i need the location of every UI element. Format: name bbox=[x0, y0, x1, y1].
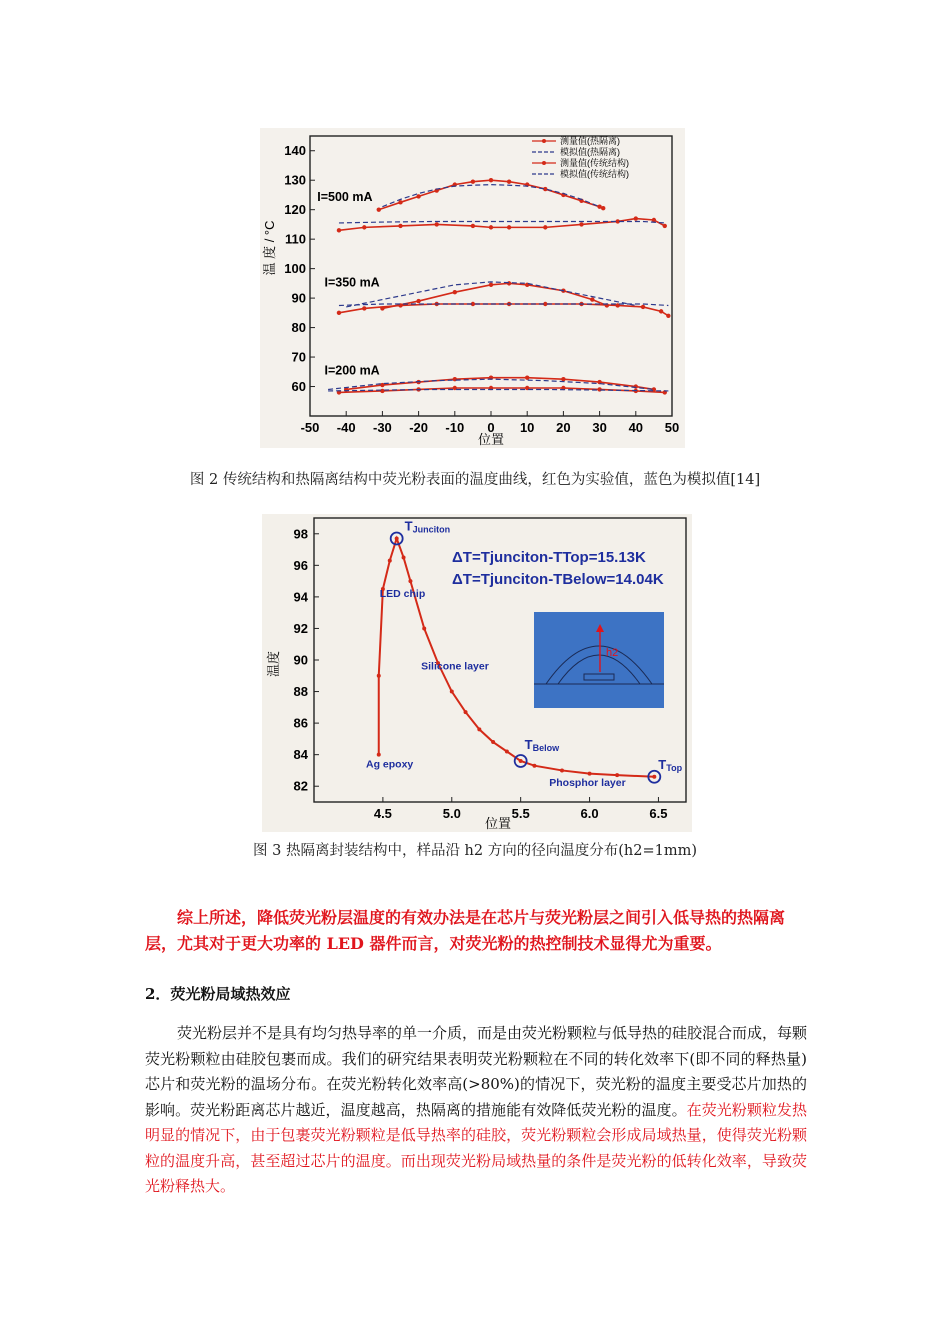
data-point bbox=[652, 775, 656, 779]
data-point bbox=[507, 179, 511, 183]
legend-marker bbox=[542, 139, 546, 143]
data-point bbox=[666, 314, 670, 318]
data-point bbox=[471, 224, 475, 228]
x-tick-label: 20 bbox=[556, 420, 571, 435]
y-tick-label: 84 bbox=[293, 747, 308, 763]
data-point bbox=[597, 387, 601, 391]
x-tick-label: 10 bbox=[519, 420, 535, 435]
x-tick-label: 6.5 bbox=[649, 806, 668, 821]
y-tick-label: 82 bbox=[293, 778, 308, 794]
region-label: Ag epoxy bbox=[366, 758, 414, 771]
y-tick-label: 100 bbox=[284, 261, 306, 277]
y-tick-label: 98 bbox=[293, 526, 308, 542]
body-paragraph bbox=[145, 1021, 807, 1200]
y-tick-label: 140 bbox=[284, 143, 306, 159]
data-point bbox=[590, 297, 594, 301]
x-tick-label: 50 bbox=[664, 420, 680, 435]
data-point bbox=[362, 306, 366, 310]
y-tick-label: 70 bbox=[291, 349, 306, 365]
data-point bbox=[450, 690, 454, 694]
y-tick-label: 96 bbox=[293, 557, 308, 573]
data-point bbox=[505, 750, 509, 754]
current-annotation: I=200 mA bbox=[324, 363, 380, 378]
x-tick-label: 5.0 bbox=[442, 806, 461, 821]
data-point bbox=[507, 281, 511, 285]
summary-paragraph: 综上所述，降低荧光粉层温度的有效办法是在芯片与荧光粉层之间引入低导热的热隔离层，尤其对于更大功率的 LED 器件而言，对荧光粉的热控制技术显得尤为重要。 bbox=[145, 908, 786, 953]
data-point bbox=[477, 727, 481, 731]
data-point bbox=[435, 222, 439, 226]
legend-label: 测量值(热隔离) bbox=[560, 136, 620, 146]
x-tick-label: 0 bbox=[487, 420, 495, 435]
x-tick-label: 40 bbox=[628, 420, 644, 435]
data-point bbox=[663, 224, 667, 228]
data-point bbox=[579, 222, 583, 226]
figure-3-caption: 图 3 热隔离封装结构中，样品沿 h2 方向的径向温度分布(h2=1mm) bbox=[253, 843, 697, 859]
region-label: LED chip bbox=[379, 587, 426, 600]
y-tick-label: 88 bbox=[293, 684, 308, 700]
x-tick-label: 4.5 bbox=[373, 806, 392, 821]
section-title: 2．荧光粉局域热效应 bbox=[145, 985, 291, 1003]
point-label: TTop bbox=[658, 756, 683, 773]
data-point bbox=[491, 740, 495, 744]
y-axis-label: 温 度 / °C bbox=[262, 220, 277, 276]
data-point bbox=[422, 626, 426, 630]
x-tick-label: -20 bbox=[409, 420, 428, 435]
figure-2-chart bbox=[260, 128, 685, 448]
data-point bbox=[377, 674, 381, 678]
x-tick-label: 6.0 bbox=[580, 806, 599, 821]
data-point bbox=[489, 178, 493, 182]
x-axis-label: 位置 bbox=[484, 816, 512, 831]
y-tick-label: 94 bbox=[293, 589, 308, 605]
data-point bbox=[377, 753, 381, 757]
data-point bbox=[377, 207, 381, 211]
y-tick-label: 80 bbox=[291, 320, 306, 336]
x-tick-label: 5.5 bbox=[511, 806, 530, 821]
inset-label: h2 bbox=[606, 647, 619, 659]
delta-t-equation: ΔT=Tjunciton-TBelow=14.04K bbox=[452, 571, 664, 588]
legend-label: 模拟值(热隔离) bbox=[560, 147, 620, 157]
figure-3-chart bbox=[262, 514, 692, 832]
legend-label: 模拟值(传统结构) bbox=[560, 169, 629, 179]
body-red-text: 在荧光粉颗粒发热明显的情况下，由于包裹荧光粉颗粒是低导热率的硅胶，荧光粉颗粒会形成局域热量，使得荧光粉颗粒的温度升高，甚至超过芯片的温度。而出现荧光粉局域热量的条件是荧光粉的低转化效率，导致荧光粉释热大。 bbox=[145, 1100, 807, 1195]
current-annotation: I=350 mA bbox=[324, 275, 380, 290]
figure-2 bbox=[260, 128, 685, 448]
x-tick-label: -40 bbox=[336, 420, 356, 435]
x-tick-label: -10 bbox=[445, 420, 465, 435]
current-annotation: I=500 mA bbox=[317, 189, 373, 204]
data-point bbox=[601, 206, 605, 210]
data-point bbox=[337, 228, 341, 232]
data-point bbox=[416, 194, 420, 198]
data-point bbox=[489, 225, 493, 229]
inset-schematic bbox=[534, 612, 664, 708]
point-label: TBelow bbox=[524, 736, 560, 753]
data-point bbox=[532, 764, 536, 768]
data-point bbox=[453, 290, 457, 294]
figure-2-caption: 图 2 传统结构和热隔离结构中荧光粉表面的温度曲线，红色为实验值，蓝色为模拟值[14] bbox=[189, 472, 761, 488]
data-point bbox=[402, 555, 406, 559]
delta-t-equation: ΔT=Tjunciton-TTop=15.13K bbox=[452, 549, 646, 566]
data-point bbox=[489, 283, 493, 287]
data-point bbox=[395, 537, 399, 541]
y-tick-label: 110 bbox=[285, 231, 306, 247]
data-point bbox=[388, 559, 392, 563]
x-tick-label: -30 bbox=[373, 420, 392, 435]
data-point bbox=[471, 179, 475, 183]
data-point bbox=[337, 311, 341, 315]
y-axis-label: 温度 bbox=[266, 650, 281, 678]
x-tick-label: 30 bbox=[592, 420, 607, 435]
point-label: TJunciton bbox=[404, 518, 451, 535]
data-point bbox=[380, 389, 384, 393]
data-point bbox=[634, 216, 638, 220]
data-point bbox=[659, 309, 663, 313]
data-point bbox=[519, 759, 523, 763]
data-point bbox=[416, 299, 420, 303]
figure-3 bbox=[262, 514, 692, 832]
y-tick-label: 120 bbox=[284, 202, 306, 218]
data-point bbox=[398, 224, 402, 228]
data-point bbox=[525, 375, 529, 379]
x-tick-label: -50 bbox=[300, 420, 320, 435]
data-point bbox=[641, 305, 645, 309]
body-text: 荧光粉层并不是具有均匀热导率的单一介质，而是由荧光粉颗粒与低导热的硅胶混合而成，每颗荧光粉颗粒由硅胶包裹而成。我们的研究结果表明荧光粉颗粒在不同的转化效率下(即不同的释热量)芯片和荧光粉的温场分布。在荧光粉转化效率高(>80%)的情况下，荧光粉的温度主要受芯片加热的影响。荧光粉距离芯片越近，温度越高，热隔离的措施能有效降低荧光粉的温度。 bbox=[145, 1024, 808, 1119]
data-point bbox=[543, 225, 547, 229]
data-point bbox=[398, 200, 402, 204]
data-point bbox=[408, 579, 412, 583]
data-point bbox=[464, 710, 468, 714]
y-tick-label: 60 bbox=[291, 379, 306, 395]
y-tick-label: 86 bbox=[293, 715, 308, 731]
data-point bbox=[507, 225, 511, 229]
y-tick-label: 90 bbox=[291, 290, 306, 306]
region-label: Phosphor layer bbox=[549, 777, 626, 790]
y-tick-label: 130 bbox=[284, 172, 306, 188]
x-axis-label: 位置 bbox=[477, 432, 505, 447]
y-tick-label: 92 bbox=[293, 620, 308, 636]
legend-label: 测量值(传统结构) bbox=[560, 158, 629, 168]
y-tick-label: 90 bbox=[293, 652, 308, 668]
region-label: Silicone layer bbox=[421, 660, 489, 673]
data-point bbox=[560, 768, 564, 772]
data-point bbox=[362, 225, 366, 229]
data-point bbox=[561, 377, 565, 381]
data-point bbox=[588, 772, 592, 776]
legend-marker bbox=[542, 161, 546, 165]
